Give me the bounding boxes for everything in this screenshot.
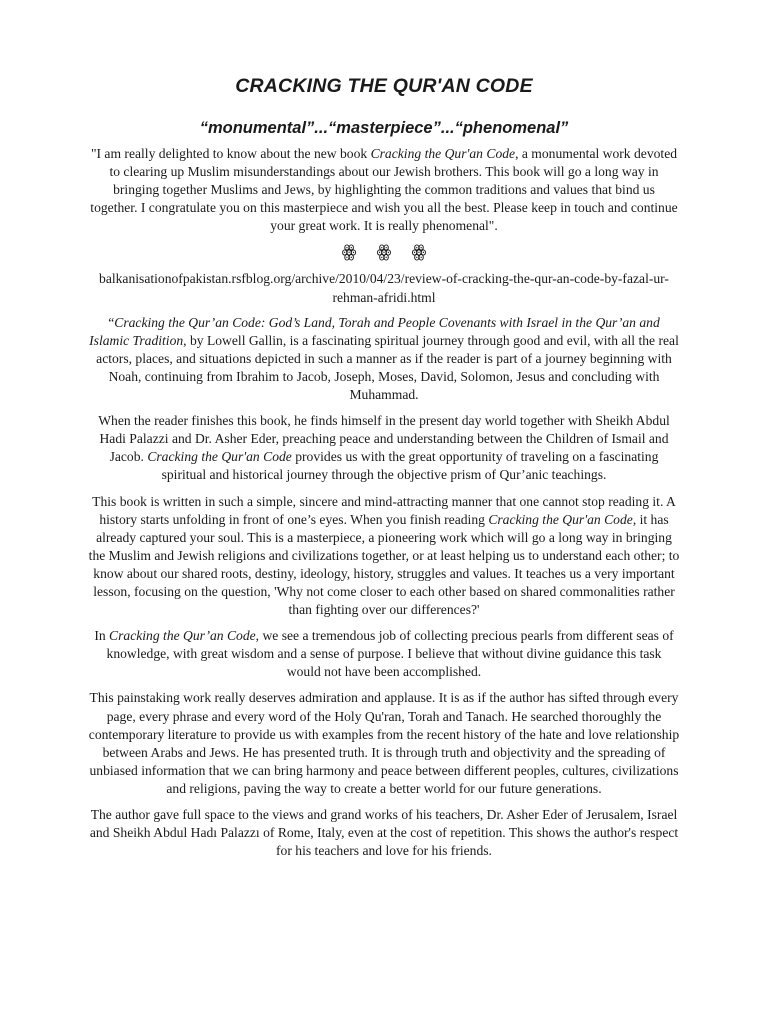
review-p1-lead: “ (108, 314, 115, 330)
review-p1-book-title: Cracking the Qur’an Code: God’s Land, Torah and People Covenants with Israel in the Qur’an and Islamic Tradition (89, 314, 660, 348)
endorsement-quote (88, 145, 680, 235)
quote-text-2: , a monumental work devoted to clearing up Muslim misunderstandings about our Jewish brothers. This book will go a long way in bringing together Muslims and Jews, by highlighting the common traditions and values that bind us together. I congratulate you on this masterpiece and wish you all the best. Please keep in touch and continue your great work. It is really phenomenal". (90, 146, 678, 234)
review-p2-text-a: When the reader finishes this book, he finds himself in the present day world together with Sheikh Abdul Hadi Palazzi and Dr. Asher Eder, preaching peace and understanding between the Children of Ismail and Jacob. (98, 413, 670, 465)
review-paragraph-5: This painstaking work really deserves admiration and applause. It is as if the author has sifted through every page, every phrase and every word of the Holy Qu'ran, Torah and Tanach. He searched thoroughly the contemporary literature to provide us with examples from the recent history of the hate and love relationship between Arabs and Jews. He has presented truth. It is through truth and objectivity and the spreading of unbiased information that we can bring harmony and peace between different peoples, cultures, civilizations and religions, paving the way to create a better world for our future generations. (88, 690, 680, 796)
review-p3-text-b: , it has already captured your soul. This is a masterpiece, a pioneering work which will go a long way in bringing the Muslim and Jewish religions and civilizations together, or at least helping us to understand each other; to know about our shared roots, destiny, ideology, history, struggles and values. It teaches us a very important lesson, focusing on the question, 'Why not come closer to each other based on shared commonalities rather than fighting over our differences?' (88, 511, 680, 618)
document-title: CRACKING THE QUR'AN CODE (235, 75, 533, 97)
review-p4-book-title: Cracking the Qur’an Code (109, 628, 256, 644)
review-p1-text: , by Lowell Gallin, is a fascinating spiritual journey through good and evil, with all the real actors, places, and situations depicted in such a manner as if the reader is part of a journey beginning with Noah, continuing from Ibrahim to Jacob, Joseph, Moses, David, Solomon, Jesus and concluding with Muhammad. (96, 332, 679, 403)
separator-ornament-icon: ꙮ (341, 242, 357, 263)
section-separator (88, 241, 680, 263)
separator-ornament-icon: ꙮ (376, 242, 392, 263)
separator-ornament-icon: ꙮ (411, 242, 427, 263)
document-page (88, 74, 680, 868)
review-paragraph-6: The author gave full space to the views and grand works of his teachers, Dr. Asher Eder of Jerusalem, Israel and Sheikh Abdul Hadı Palazzı of Rome, Italy, even at the cost of repetition. This shows the author's respect for his teachers and love for his friends. (89, 807, 679, 859)
review-paragraph-3 (88, 493, 680, 620)
review-p2-text-b: provides us with the great opportunity of traveling on a fascinating spiritual and historical journey through the objective prism of Qur’anic teachings. (161, 449, 659, 483)
review-paragraph-4 (88, 627, 680, 681)
review-p2-book-title: Cracking the Qur'an Code (147, 449, 292, 465)
tagline: “monumental”...“masterpiece”...“phenomenal” (199, 119, 569, 137)
source-url: balkanisationofpakistan.rsfblog.org/archive/2010/04/23/review-of-cracking-the-qur-an-code-by-fazal-ur-rehman-afridi.html (99, 271, 669, 305)
quote-book-title: Cracking the Qur'an Code (370, 146, 516, 161)
quote-text-1: "I am really delighted to know about the new book (90, 146, 371, 161)
review-p3-text-a: This book is written in such a simple, sincere and mind-attracting manner that one cannot stop reading it. A history starts unfolding in front of one’s eyes. When you finish reading (92, 493, 676, 527)
review-paragraph-2 (88, 412, 680, 484)
review-paragraph-1 (88, 314, 680, 404)
review-p4-text-a: In (94, 628, 110, 644)
review-p3-book-title: Cracking the Qur'an Code (488, 511, 633, 527)
review-p4-text-b: , we see a tremendous job of collecting precious pearls from different seas of knowledge, with great wisdom and a sense of purpose. I believe that without divine guidance this task would not have been accomplished. (106, 628, 674, 680)
